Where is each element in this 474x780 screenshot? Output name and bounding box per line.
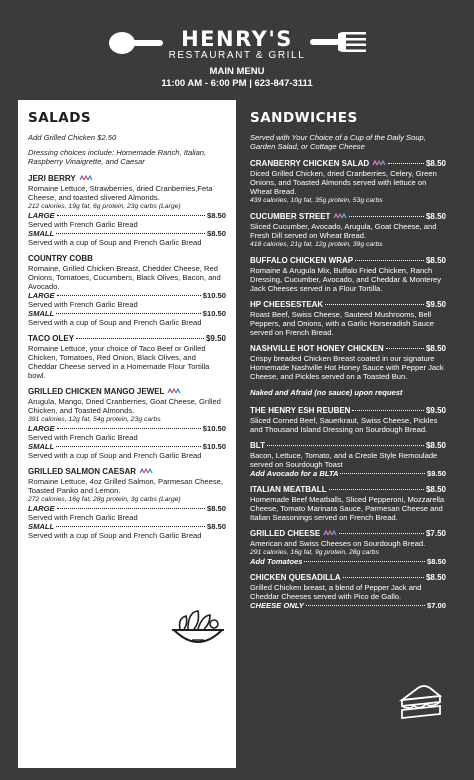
- spoon-icon: [108, 30, 164, 56]
- dressing-note: Dressing choices include: Homemade Ranch, Italian, Raspberry Vinaigrette, and Caesar: [28, 148, 207, 166]
- salad-bowl-icon: [170, 608, 226, 648]
- size-label: LARGE: [28, 211, 55, 220]
- item-description: Romaine Lettuce, your choice of Taco Beef or Grilled Chicken, Tomatoes, Red Onion, Black Olives, and Cheddar Cheese served in a Homemade Flour Tortilla bowl.: [28, 344, 210, 380]
- item-description: Romaine Lettuce, 4oz Grilled Salmon, Parmesan Cheese, Toasted Panko and Lemon.: [28, 477, 224, 495]
- sandwiches-intro: Served with Your Choice of a Cup of the Daily Soup, Garden Salad, or Cottage Cheese: [250, 133, 426, 151]
- item-description: Homemade Beef Meatballs, Sliced Pepperoni, Mozzarella Cheese, Tomato Marinara Sauce, Parmesan Cheese and Italian Seasonings served on French Bread.: [250, 495, 445, 522]
- size-label: SMALL: [28, 309, 55, 318]
- size-description: Served with a cup of Soup and French Garlic Bread: [28, 318, 202, 327]
- size-description: Served with a cup of Soup and French Garlic Bread: [28, 531, 202, 540]
- item-price: $7.50: [425, 529, 446, 538]
- menu-item-country-cobb: [28, 254, 226, 327]
- item-description: Romaine & Arugula Mix, Buffalo Fried Chicken, Ranch Dressing, Cucumber, Avocado, and Cheddar & Monterey Jack Cheeses served in a Flour Tortilla.: [250, 266, 442, 293]
- item-name: THE HENRY ESH REUBEN: [250, 406, 351, 415]
- item-calories: 391 calories, 12g fat, 54g protein, 23g carbs: [28, 416, 161, 423]
- item-description: Romaine, Grilled Chicken Breast, Chedder Cheese, Red Onions, Tomatoes, Cucumbers, Black Olives, Bacon, and Avocado.: [28, 264, 221, 291]
- item-description: Crispy breaded Chicken Breast coated in our signature Homemade Nashville Hot Honey Sauce with Pepper Jack Cheese, and Pickles served on a Toasted Bun.: [250, 354, 444, 381]
- item-name: GRILLED CHEESE: [250, 529, 321, 538]
- item-description: Bacon, Lettuce, Tomato, and a Creole Style Remoulade served on Sourdough Toast: [250, 451, 438, 469]
- item-name: JERI BERRY: [28, 174, 76, 183]
- menu-item-taco-oley: [28, 334, 226, 380]
- size-label: SMALL: [28, 229, 55, 238]
- sandwiches-panel: [236, 100, 456, 768]
- sandwich-icon: [398, 684, 444, 724]
- item-name: CRANBERRY CHICKEN SALAD: [250, 159, 370, 168]
- item-price: $10.50: [202, 291, 226, 300]
- menu-item-mango-jewel: [28, 387, 226, 460]
- addon-price: $9.50: [426, 469, 446, 478]
- menu-info: [0, 66, 474, 90]
- menu-header: [0, 0, 474, 100]
- size-label: LARGE: [28, 424, 55, 433]
- restaurant-subtitle: RESTAURANT & GRILL: [168, 50, 306, 61]
- item-name: GRILLED CHICKEN MANGO JEWEL: [28, 387, 165, 396]
- item-price: $8.50: [206, 211, 226, 220]
- healthy-tag-icon: [372, 160, 386, 166]
- menu-item-chicken-quesadilla: [250, 573, 446, 610]
- item-price: $10.50: [202, 309, 226, 318]
- size-description: Served with French Garlic Bread: [28, 220, 138, 229]
- menu-item-italian-meatball: [250, 485, 446, 522]
- brand: [160, 28, 314, 62]
- menu-item-cranberry-chicken-salad: [250, 159, 446, 205]
- item-name: GRILLED SALMON CAESAR: [28, 467, 136, 476]
- addon-label: CHEESE ONLY: [250, 601, 304, 610]
- menu-item-henry-esh-reuben: [250, 406, 446, 434]
- size-description: Served with a cup of Soup and French Garlic Bread: [28, 451, 202, 460]
- item-description: Roast Beef, Swiss Cheese, Sauteed Mushrooms, Bell Peppers, and Onions, with a Garlic Horseradish Sauce served on French Bread.: [250, 310, 435, 337]
- item-name: NASHVILLE HOT HONEY CHICKEN: [250, 344, 384, 353]
- item-price: $8.50: [425, 344, 446, 353]
- item-description: Diced Grilled Chicken, dried Cranberries, Celery, Green Onions, and Toasted Almonds served with lettuce on Wheat Bread.: [250, 169, 437, 196]
- menu-item-blt: [250, 441, 446, 478]
- item-price: $8.50: [425, 159, 446, 168]
- item-price: $8.50: [425, 256, 446, 265]
- menu-item-cucumber-street: [250, 212, 446, 249]
- healthy-tag-icon: [79, 175, 93, 181]
- hours-phone: 11:00 AM - 6:00 PM | 623-847-3111: [161, 78, 313, 89]
- addon-label: Add Tomatoes: [250, 557, 303, 566]
- salads-panel: [18, 100, 236, 768]
- menu-item-nashville-hot-honey: [250, 344, 446, 381]
- item-name: CHICKEN QUESADILLA: [250, 573, 341, 582]
- menu-title: MAIN MENU: [209, 66, 265, 77]
- addon-price: $8.50: [426, 557, 446, 566]
- item-name: HP CHEESESTEAK: [250, 300, 324, 309]
- item-price: $8.50: [206, 522, 226, 531]
- item-description: Romaine Lettuce, Strawberries, dried Cranberries,Feta Cheese, and toasted slivered Almonds.: [28, 184, 213, 202]
- salads-intro: [28, 133, 226, 166]
- healthy-tag-icon: [333, 213, 347, 219]
- item-calories: 272 calories, 16g fat, 28g protein, 3g carbs (Large): [28, 496, 181, 503]
- fork-icon: [310, 26, 368, 58]
- size-label: LARGE: [28, 504, 55, 513]
- item-description: Sliced Cucumber, Avocado, Arugula, Goat Cheese, and Fresh Dill served on Wheat Bread.: [250, 222, 437, 240]
- healthy-tag-icon: [167, 388, 181, 394]
- addon-label: Add Avocado for a BLTA: [250, 469, 339, 478]
- size-label: LARGE: [28, 291, 55, 300]
- item-name: TACO OLEY: [28, 334, 75, 343]
- item-name: BLT: [250, 441, 265, 450]
- restaurant-name: HENRY'S: [181, 27, 293, 51]
- item-description: American and Swiss Cheeses on Sourdough Bread.: [250, 539, 426, 548]
- item-price: $8.50: [425, 485, 446, 494]
- item-price: $10.50: [202, 442, 226, 451]
- size-description: Served with French Garlic Bread: [28, 513, 138, 522]
- size-description: Served with a cup of Soup and French Garlic Bread: [28, 238, 202, 247]
- addon-price: $7.00: [426, 601, 446, 610]
- item-price: $8.50: [425, 212, 446, 221]
- item-name: BUFFALO CHICKEN WRAP: [250, 256, 354, 265]
- item-price: $10.50: [202, 424, 226, 433]
- item-price: $9.50: [205, 334, 226, 343]
- size-label: SMALL: [28, 522, 55, 531]
- item-price: $8.50: [425, 573, 446, 582]
- item-description: Grilled Chicken breast, a blend of Pepper Jack and Cheddar Cheeses served with Pico de Gallo.: [250, 583, 422, 601]
- menu-item-buffalo-chicken-wrap: [250, 256, 446, 293]
- item-price: $9.50: [425, 300, 446, 309]
- item-name: ITALIAN MEATBALL: [250, 485, 327, 494]
- add-chicken-note: Add Grilled Chicken $2.50: [28, 133, 117, 142]
- healthy-tag-icon: [139, 468, 153, 474]
- item-name: COUNTRY COBB: [28, 254, 93, 263]
- menu-item-salmon-caesar: [28, 467, 226, 540]
- item-description: Arugula, Mango, Dried Cranberries, Goat Cheese, Grilled Chicken, and Toasted Almonds.: [28, 397, 221, 415]
- menu-item-jeri-berry: [28, 174, 226, 247]
- sauce-note: Naked and Afraid (no sauce) upon request: [250, 388, 403, 397]
- healthy-tag-icon: [323, 530, 337, 536]
- size-description: Served with French Garlic Bread: [28, 433, 138, 442]
- menu-item-grilled-cheese: [250, 529, 446, 566]
- item-name: CUCUMBER STREET: [250, 212, 331, 221]
- item-calories: 439 calories, 10g fat, 35g protein, 53g carbs: [250, 197, 383, 204]
- size-label: SMALL: [28, 442, 55, 451]
- item-calories: 291 calories, 16g fat, 9g protein, 28g carbs: [250, 549, 379, 556]
- item-calories: 212 calories, 19g fat, 6g protein, 23g carbs (Large): [28, 203, 181, 210]
- item-calories: 418 calories, 21g fat, 12g protein, 39g carbs: [250, 241, 383, 248]
- size-description: Served with French Garlic Bread: [28, 300, 138, 309]
- item-price: $9.50: [425, 406, 446, 415]
- item-price: $8.50: [206, 504, 226, 513]
- item-description: Sliced Corned Beef, Sauerkraut, Swiss Cheese, Pickles and Thousand Island Dressing on Sourdough Bread.: [250, 416, 438, 434]
- item-price: $8.50: [206, 229, 226, 238]
- item-price: $8.50: [425, 441, 446, 450]
- menu-item-hp-cheesesteak: [250, 300, 446, 337]
- sandwiches-title: SANDWICHES: [250, 110, 358, 126]
- salads-title: SALADS: [28, 110, 92, 126]
